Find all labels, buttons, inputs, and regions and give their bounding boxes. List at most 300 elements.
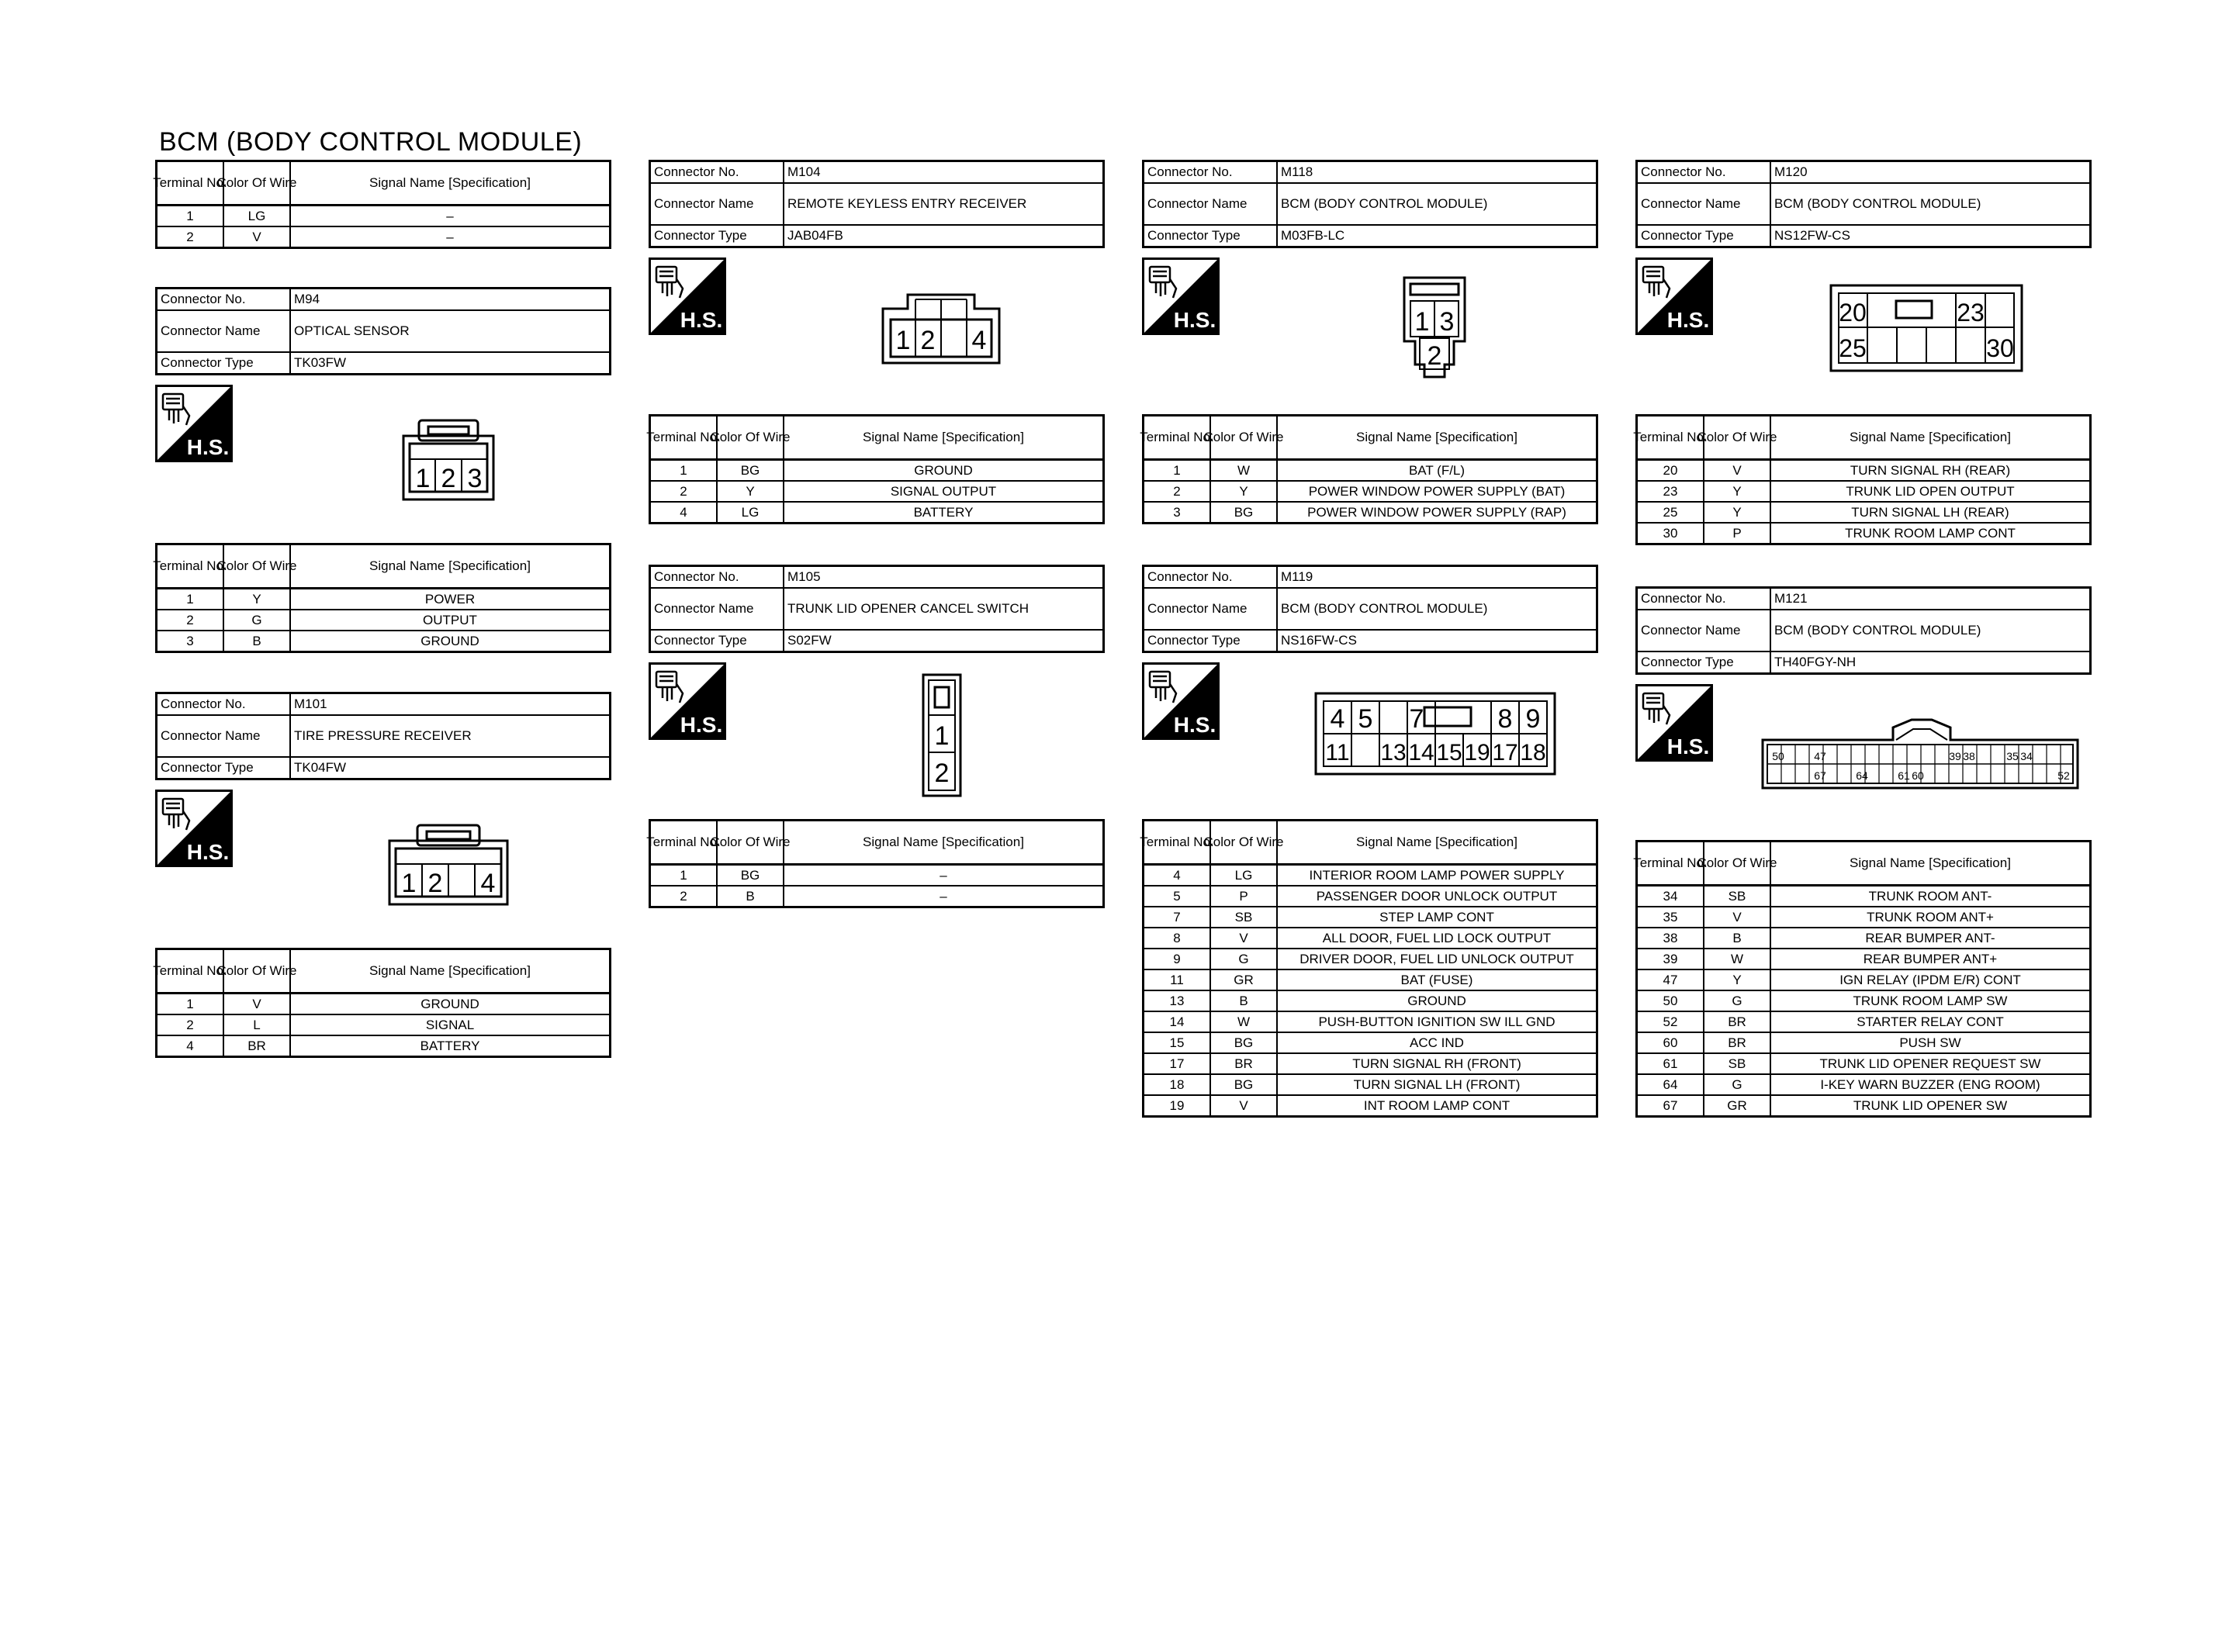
terminal-no-cell: 1 [1144, 461, 1211, 480]
hs-label: H.S. [1173, 713, 1216, 737]
signal-name-cell: – [446, 229, 454, 244]
page-title: BCM (BODY CONTROL MODULE) [159, 127, 583, 157]
signal-name-header: Signal Name [Specification] [1850, 855, 2011, 871]
terminal-table-m119 [1142, 819, 1598, 1118]
connector-diagram-m94 [402, 419, 495, 501]
color-of-wire-header: Color Of Wire [718, 416, 784, 458]
signal-name-cell: DRIVER DOOR, FUEL LID UNLOCK OUTPUT [1299, 951, 1574, 966]
terminal-no-header: Terminal No. [651, 821, 718, 863]
signal-name-cell: INT ROOM LAMP CONT [1363, 1097, 1511, 1113]
pin-label: 8 [1497, 704, 1513, 734]
terminal-no-cell: 67 [1638, 1096, 1704, 1115]
terminal-no-cell: 19 [1144, 1096, 1211, 1115]
terminal-no-header: Terminal No. [1144, 821, 1211, 863]
table-row [1638, 461, 2089, 482]
terminal-no-header: Terminal No. [1638, 416, 1704, 458]
connector-no-value: M121 [1774, 591, 1808, 606]
terminal-no-cell: 39 [1638, 949, 1704, 969]
signal-name-cell: TRUNK LID OPENER REQUEST SW [1819, 1056, 2041, 1071]
terminal-table-m101 [155, 948, 611, 1058]
wire-color-cell: BG [1211, 1075, 1278, 1094]
wire-color-cell: P [1211, 886, 1278, 906]
connector-type-label: Connector Type [1638, 226, 1771, 246]
table-row [1638, 1012, 2089, 1033]
connector-header-m94 [155, 287, 611, 375]
terminal-no-cell: 23 [1638, 482, 1704, 501]
terminal-no-cell: 1 [651, 461, 718, 480]
signal-name-cell: INTERIOR ROOM LAMP POWER SUPPLY [1309, 867, 1565, 883]
table-row [1144, 1033, 1596, 1054]
connector-type-value: TH40FGY-NH [1774, 655, 1857, 669]
terminal-no-cell: 38 [1638, 928, 1704, 948]
pin-label: 19 [1464, 740, 1490, 766]
terminal-no-cell: 13 [1144, 991, 1211, 1011]
table-row [157, 227, 609, 247]
hs-label: H.S. [1666, 308, 1710, 332]
hs-label: H.S. [680, 713, 723, 737]
signal-name-header: Signal Name [Specification] [1356, 835, 1517, 850]
color-of-wire-header: Color Of Wire [1704, 842, 1771, 884]
terminal-no-cell: 4 [157, 1036, 224, 1056]
signal-name-cell: IGN RELAY (IPDM E/R) CONT [1839, 972, 2021, 987]
table-row [1638, 886, 2089, 907]
terminal-no-cell: 9 [1144, 949, 1211, 969]
pin-label: 39 [1949, 750, 1961, 762]
hs-label: H.S. [680, 308, 723, 332]
table-header [646, 821, 1102, 866]
table-row [1638, 907, 2089, 928]
pin-label: 2 [920, 326, 936, 355]
wire-color-cell: Y [1211, 482, 1278, 501]
connector-header-m104 [649, 160, 1105, 248]
signal-name-cell: SIGNAL [425, 1017, 475, 1032]
table-row [1144, 461, 1596, 482]
terminal-no-cell: 11 [1144, 970, 1211, 990]
signal-name-cell: GROUND [420, 996, 479, 1011]
signal-name-cell: STARTER RELAY CONT [1857, 1014, 2004, 1029]
wire-color-cell: V [224, 994, 291, 1014]
terminal-table-m118 [1142, 414, 1598, 524]
table-header [153, 162, 609, 206]
pin-label: 15 [1436, 740, 1462, 766]
signal-name-cell: TRUNK ROOM ANT- [1868, 888, 1992, 904]
pin-label: 11 [1325, 740, 1350, 766]
pin-label: 25 [1839, 334, 1867, 362]
pin-label: 61 [1898, 769, 1910, 782]
pin-label: 30 [1986, 334, 2014, 362]
table-row [651, 866, 1102, 886]
table-row [1638, 991, 2089, 1012]
signal-name-cell: ALL DOOR, FUEL LID LOCK OUTPUT [1322, 930, 1552, 945]
hs-badge-m119 [1142, 662, 1220, 740]
connector-header-m121 [1635, 586, 2092, 675]
terminal-no-cell: 34 [1638, 886, 1704, 906]
pin-label: 18 [1520, 740, 1546, 766]
wire-color-cell: BR [224, 1036, 291, 1056]
wire-color-cell: V [1211, 928, 1278, 948]
wire-color-cell: Y [224, 589, 291, 609]
terminal-no-cell: 8 [1144, 928, 1211, 948]
table-row [1638, 970, 2089, 991]
hs-label: H.S. [186, 840, 230, 864]
hs-label: H.S. [1173, 308, 1216, 332]
table-row [651, 461, 1102, 482]
connector-name-label: Connector Name [1638, 184, 1771, 224]
table-row [1144, 1075, 1596, 1096]
terminal-no-cell: 1 [651, 866, 718, 885]
table-row [1144, 866, 1596, 886]
terminal-no-cell: 15 [1144, 1033, 1211, 1052]
wire-color-cell: G [1211, 949, 1278, 969]
signal-name-header: Signal Name [Specification] [1850, 430, 2011, 445]
wire-color-cell: V [1211, 1096, 1278, 1115]
connector-name-value: TRUNK LID OPENER CANCEL SWITCH [787, 601, 1030, 616]
signal-name-header: Signal Name [Specification] [369, 558, 531, 574]
wire-color-cell: V [1704, 907, 1771, 927]
terminal-no-cell: 4 [1144, 866, 1211, 885]
signal-name-cell: BATTERY [913, 504, 974, 520]
color-of-wire-header: Color Of Wire [1211, 821, 1278, 863]
connector-header-m101 [155, 692, 611, 780]
connector-header-m105 [649, 565, 1105, 653]
terminal-no-cell: 60 [1638, 1033, 1704, 1052]
table-row [1144, 991, 1596, 1012]
signal-name-header: Signal Name [Specification] [1356, 430, 1517, 445]
terminal-table-m94 [155, 543, 611, 653]
terminal-no-cell: 30 [1638, 524, 1704, 543]
wire-color-cell: B [1704, 928, 1771, 948]
connector-name-label: Connector Name [1638, 610, 1771, 651]
connector-no-value: M119 [1281, 569, 1313, 584]
signal-name-header: Signal Name [Specification] [863, 835, 1024, 850]
pin-label: 3 [1439, 307, 1455, 337]
table-row [1638, 949, 2089, 970]
table-row [1144, 482, 1596, 503]
hs-badge-m94 [155, 385, 233, 462]
connector-name-label: Connector Name [651, 589, 784, 629]
signal-name-cell: BATTERY [420, 1038, 480, 1053]
pin-label: 35 [2006, 750, 2019, 762]
table-row [157, 589, 609, 610]
pin-label: 34 [2020, 750, 2033, 762]
wire-color-cell: G [1704, 1075, 1771, 1094]
table-header [153, 545, 609, 589]
terminal-no-header: Terminal No. [157, 950, 224, 992]
pin-label: 2 [1427, 341, 1442, 371]
signal-name-cell: STEP LAMP CONT [1379, 909, 1494, 924]
wire-color-cell: BG [718, 866, 784, 885]
pin-label: 4 [1330, 704, 1345, 734]
signal-name-cell: PUSH-BUTTON IGNITION SW ILL GND [1318, 1014, 1556, 1029]
pin-label: 60 [1912, 769, 1924, 782]
table-row [1638, 524, 2089, 543]
terminal-no-cell: 14 [1144, 1012, 1211, 1032]
pin-label: 23 [1957, 299, 1985, 327]
color-of-wire-header: Color Of Wire [224, 950, 291, 992]
wire-color-cell: GR [1704, 1096, 1771, 1115]
connector-no-value: M120 [1774, 164, 1808, 179]
color-of-wire-header: Color Of Wire [1704, 416, 1771, 458]
signal-name-cell: GROUND [1407, 993, 1466, 1008]
hs-label: H.S. [1666, 734, 1710, 759]
terminal-no-cell: 61 [1638, 1054, 1704, 1073]
pin-label: 9 [1525, 704, 1541, 734]
connector-name-value: BCM (BODY CONTROL MODULE) [1774, 196, 1981, 211]
table-row [1638, 928, 2089, 949]
table-header [1633, 416, 2089, 461]
terminal-no-cell: 18 [1144, 1075, 1211, 1094]
terminal-no-cell: 25 [1638, 503, 1704, 522]
wire-color-cell: LG [1211, 866, 1278, 885]
table-row [157, 206, 609, 227]
signal-name-cell: ACC IND [1410, 1035, 1464, 1050]
wire-color-cell: L [224, 1015, 291, 1035]
terminal-no-cell: 50 [1638, 991, 1704, 1011]
pin-label: 1 [401, 869, 417, 898]
connector-header-m118 [1142, 160, 1598, 248]
connector-type-label: Connector Type [157, 758, 291, 778]
connector-no-label: Connector No. [1638, 589, 1771, 609]
connector-name-label: Connector Name [1144, 589, 1278, 629]
terminal-no-cell: 2 [651, 482, 718, 501]
terminal-table-m120 [1635, 414, 2092, 545]
pin-label: 38 [1963, 750, 1975, 762]
terminal-no-cell: 2 [157, 227, 224, 247]
connector-type-value: NS16FW-CS [1281, 633, 1357, 648]
wire-color-cell: BR [1704, 1033, 1771, 1052]
terminal-table-top-left [155, 160, 611, 249]
terminal-no-cell: 3 [1144, 503, 1211, 522]
pin-label: 2 [427, 869, 443, 898]
table-row [1144, 1012, 1596, 1033]
connector-diagram-m118 [1400, 276, 1469, 380]
signal-name-cell: TRUNK LID OPEN OUTPUT [1846, 483, 2015, 499]
pin-label: 20 [1839, 299, 1867, 327]
terminal-no-cell: 4 [651, 503, 718, 522]
connector-type-label: Connector Type [651, 226, 784, 246]
terminal-no-cell: 2 [1144, 482, 1211, 501]
terminal-no-header: Terminal No. [1144, 416, 1211, 458]
pin-label: 47 [1814, 750, 1826, 762]
pin-label: 50 [1772, 750, 1784, 762]
color-of-wire-header: Color Of Wire [224, 162, 291, 204]
connector-type-value: NS12FW-CS [1774, 228, 1850, 243]
signal-name-cell: TURN SIGNAL LH (REAR) [1851, 504, 2009, 520]
hs-badge-m118 [1142, 257, 1220, 335]
table-row [1638, 1033, 2089, 1054]
wire-color-cell: P [1704, 524, 1771, 543]
connector-diagram-m101 [388, 824, 509, 906]
pin-label: 1 [895, 326, 911, 355]
signal-name-cell: – [940, 867, 947, 883]
connector-type-value: JAB04FB [787, 228, 843, 243]
terminal-no-cell: 64 [1638, 1075, 1704, 1094]
connector-name-value: BCM (BODY CONTROL MODULE) [1774, 623, 1981, 638]
signal-name-cell: GROUND [420, 633, 479, 648]
table-row [157, 1036, 609, 1056]
wire-color-cell: SB [1211, 907, 1278, 927]
color-of-wire-header: Color Of Wire [718, 821, 784, 863]
terminal-no-cell: 7 [1144, 907, 1211, 927]
pin-label: 4 [480, 869, 496, 898]
signal-name-cell: TRUNK ROOM ANT+ [1867, 909, 1994, 924]
terminal-no-cell: 1 [157, 206, 224, 226]
signal-name-header: Signal Name [Specification] [863, 430, 1024, 445]
connector-type-label: Connector Type [1638, 652, 1771, 672]
table-header [646, 416, 1102, 461]
wire-color-cell: GR [1211, 970, 1278, 990]
terminal-no-cell: 2 [651, 886, 718, 906]
table-header [1633, 842, 2089, 886]
wire-color-cell: G [1704, 991, 1771, 1011]
table-row [651, 482, 1102, 503]
wire-color-cell: SB [1704, 1054, 1771, 1073]
pin-label: 7 [1409, 704, 1424, 734]
table-row [651, 503, 1102, 522]
table-row [1144, 949, 1596, 970]
pin-label: 17 [1492, 740, 1518, 766]
connector-diagram-m104 [881, 293, 1001, 365]
pin-label: 3 [467, 464, 483, 493]
pin-label: 1 [934, 721, 950, 751]
signal-name-cell: – [446, 208, 454, 223]
signal-name-cell: – [940, 888, 947, 904]
connector-no-value: M94 [294, 292, 320, 306]
pin-label: 13 [1380, 740, 1407, 766]
signal-name-cell: POWER WINDOW POWER SUPPLY (BAT) [1308, 483, 1566, 499]
pin-label: 14 [1408, 740, 1434, 766]
table-row [157, 994, 609, 1015]
hs-label: H.S. [186, 435, 230, 459]
wire-color-cell: LG [224, 206, 291, 226]
connector-no-label: Connector No. [157, 289, 291, 309]
wire-color-cell: Y [1704, 482, 1771, 501]
wire-color-cell: V [1704, 461, 1771, 480]
signal-name-cell: TRUNK ROOM LAMP SW [1853, 993, 2008, 1008]
table-header [1140, 821, 1596, 866]
pin-label: 52 [2057, 769, 2070, 782]
connector-type-value: S02FW [787, 633, 832, 648]
pin-label: 1 [1414, 307, 1430, 337]
hs-badge-m104 [649, 257, 726, 335]
terminal-no-cell: 2 [157, 1015, 224, 1035]
wire-color-cell: W [1211, 461, 1278, 480]
table-header [153, 950, 609, 994]
wire-color-cell: B [1211, 991, 1278, 1011]
connector-name-label: Connector Name [651, 184, 784, 224]
signal-name-cell: PUSH SW [1899, 1035, 1961, 1050]
connector-no-label: Connector No. [1144, 567, 1278, 587]
signal-name-cell: TRUNK ROOM LAMP CONT [1845, 525, 2016, 541]
pin-label: 5 [1358, 704, 1373, 734]
wire-color-cell: B [224, 631, 291, 651]
signal-name-cell: REAR BUMPER ANT+ [1863, 951, 1998, 966]
signal-name-cell: I-KEY WARN BUZZER (ENG ROOM) [1820, 1077, 2040, 1092]
table-row [157, 631, 609, 651]
pin-label: 1 [415, 464, 431, 493]
pin-label: 2 [934, 759, 950, 788]
table-row [651, 886, 1102, 906]
wire-color-cell: SB [1704, 886, 1771, 906]
hs-badge-m121 [1635, 684, 1713, 762]
signal-name-cell: POWER [424, 591, 476, 607]
terminal-no-cell: 1 [157, 994, 224, 1014]
terminal-no-header: Terminal No. [157, 162, 224, 204]
connector-name-value: TIRE PRESSURE RECEIVER [294, 728, 472, 743]
terminal-no-cell: 3 [157, 631, 224, 651]
signal-name-cell: TRUNK LID OPENER SW [1853, 1097, 2008, 1113]
connector-name-value: REMOTE KEYLESS ENTRY RECEIVER [787, 196, 1027, 211]
color-of-wire-header: Color Of Wire [224, 545, 291, 587]
hs-badge-m105 [649, 662, 726, 740]
signal-name-cell: BAT (FUSE) [1400, 972, 1473, 987]
signal-name-cell: PASSENGER DOOR UNLOCK OUTPUT [1316, 888, 1558, 904]
terminal-no-header: Terminal No. [1638, 842, 1704, 884]
pin-label: 67 [1814, 769, 1826, 782]
table-row [1144, 1096, 1596, 1115]
table-row [1144, 907, 1596, 928]
wire-color-cell: W [1211, 1012, 1278, 1032]
wire-color-cell: BG [1211, 503, 1278, 522]
table-header [1140, 416, 1596, 461]
connector-no-label: Connector No. [157, 694, 291, 714]
table-row [1144, 970, 1596, 991]
connector-no-label: Connector No. [1144, 162, 1278, 182]
connector-no-value: M104 [787, 164, 821, 179]
connector-header-m119 [1142, 565, 1598, 653]
signal-name-header: Signal Name [Specification] [369, 963, 531, 979]
wire-color-cell: Y [1704, 970, 1771, 990]
connector-name-label: Connector Name [1144, 184, 1278, 224]
wire-color-cell: BR [1704, 1012, 1771, 1032]
connector-no-label: Connector No. [1638, 162, 1771, 182]
wire-color-cell: B [718, 886, 784, 906]
connector-type-value: TK03FW [294, 355, 347, 370]
table-row [157, 610, 609, 631]
pin-label: 4 [971, 326, 987, 355]
table-row [1638, 1075, 2089, 1096]
table-row [1638, 482, 2089, 503]
terminal-no-header: Terminal No. [651, 416, 718, 458]
signal-name-cell: GROUND [914, 462, 973, 478]
connector-name-value: OPTICAL SENSOR [294, 323, 410, 338]
wire-color-cell: V [224, 227, 291, 247]
signal-name-cell: BAT (F/L) [1408, 462, 1466, 478]
wire-color-cell: Y [1704, 503, 1771, 522]
signal-name-cell: TURN SIGNAL RH (FRONT) [1352, 1056, 1521, 1071]
connector-diagram-m121 [1761, 717, 2079, 790]
terminal-table-m105 [646, 819, 1105, 908]
connector-no-value: M118 [1281, 164, 1313, 179]
terminal-table-m104 [646, 414, 1105, 524]
terminal-no-cell: 2 [157, 610, 224, 630]
connector-no-label: Connector No. [651, 162, 784, 182]
table-row [157, 1015, 609, 1036]
connector-type-label: Connector Type [1144, 631, 1278, 651]
signal-name-header: Signal Name [Specification] [369, 175, 531, 191]
terminal-no-cell: 1 [157, 589, 224, 609]
terminal-no-cell: 5 [1144, 886, 1211, 906]
terminal-table-m121 [1635, 840, 2092, 1118]
connector-type-value: TK04FW [294, 760, 347, 775]
connector-no-value: M105 [787, 569, 821, 584]
wire-color-cell: W [1704, 949, 1771, 969]
signal-name-cell: REAR BUMPER ANT- [1865, 930, 1995, 945]
connector-name-label: Connector Name [157, 716, 291, 756]
table-row [1638, 1096, 2089, 1115]
color-of-wire-header: Color Of Wire [1211, 416, 1278, 458]
connector-header-m120 [1635, 160, 2092, 248]
